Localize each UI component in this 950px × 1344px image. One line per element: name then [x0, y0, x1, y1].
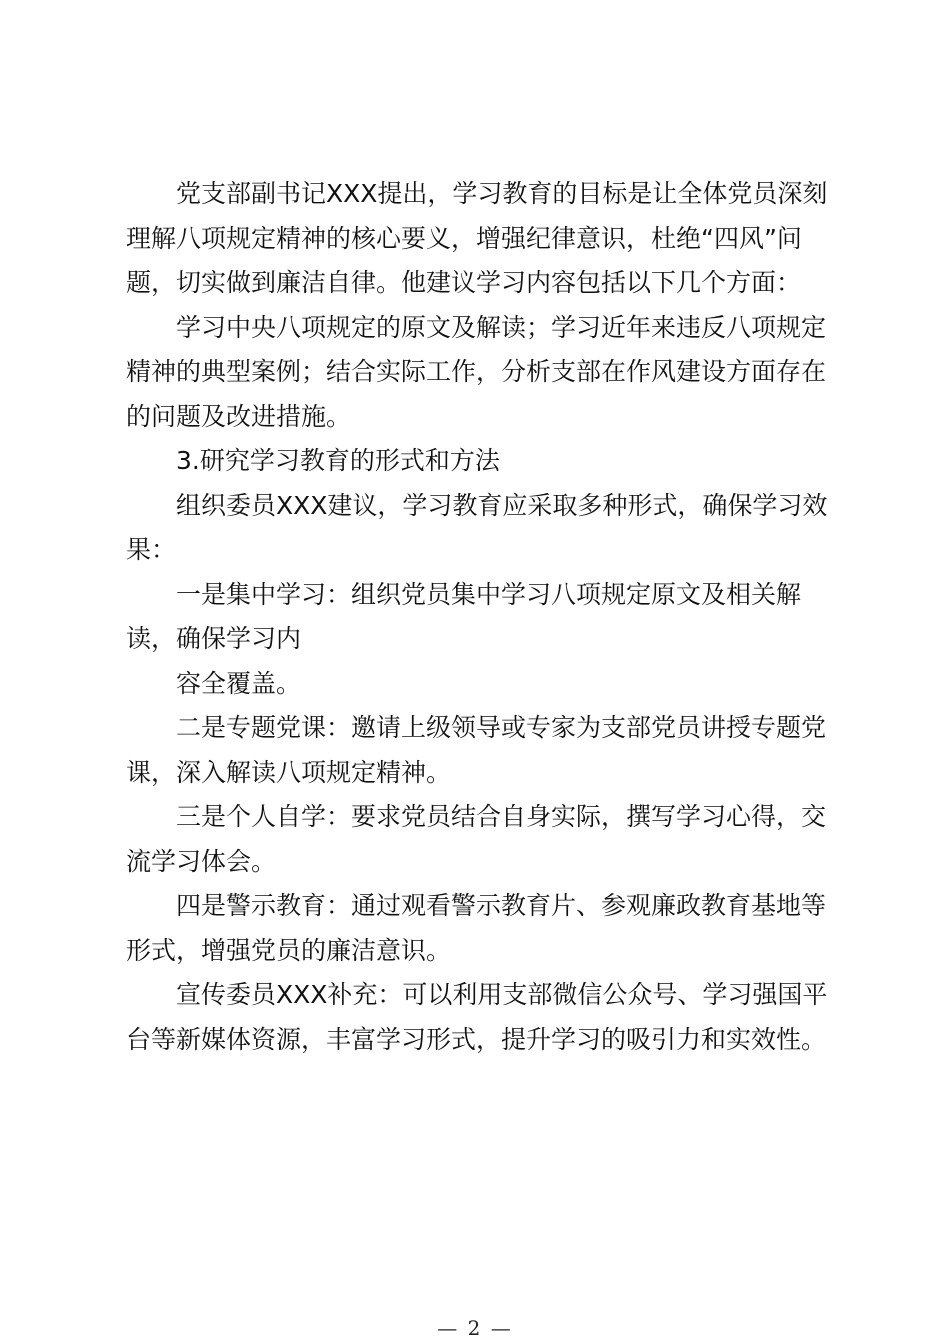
paragraph-self-study: 三是个人自学：要求党员结合自身实际，撰写学习心得，交流学习体会。: [126, 802, 827, 876]
document-body: [126, 172, 831, 1062]
paragraph-organization-suggestion: 组织委员XXX建议，学习教育应采取多种形式，确保学习效果：: [126, 490, 828, 564]
section-heading-3: 3.研究学习教育的形式和方法: [176, 446, 500, 475]
paragraph-learning-content: 学习中央八项规定的原文及解读；学习近年来违反八项规定精神的典型案例；结合实际工作，分析支部在作风建设方面存在的问题及改进措施。: [126, 312, 827, 431]
paragraph-centralized-study: 一是集中学习：组织党员集中学习八项规定原文及相关解读，确保学习内: [126, 579, 802, 653]
paragraph-publicity-supplement: 宣传委员XXX补充：可以利用支部微信公众号、学习强国平台等新媒体资源，丰富学习形式，提升学习的吸引力和实效性。: [126, 980, 828, 1054]
paragraph-warning-education: 四是警示教育：通过观看警示教育片、参观廉政教育基地等形式，增强党员的廉洁意识。: [126, 891, 827, 965]
page-number: — 2 —: [437, 1316, 513, 1340]
paragraph-special-lecture: 二是专题党课：邀请上级领导或专家为支部党员讲授专题党课，深入解读八项规定精神。: [126, 713, 827, 787]
paragraph-centralized-study-continued: 容全覆盖。: [176, 668, 302, 698]
paragraph-secretary-proposal: 党支部副书记XXX提出，学习教育的目标是让全体党员深刻理解八项规定精神的核心要义，增强纪律意识，杜绝“四风”问题，切实做到廉洁自律。他建议学习内容包括以下几个方面：: [126, 179, 828, 297]
